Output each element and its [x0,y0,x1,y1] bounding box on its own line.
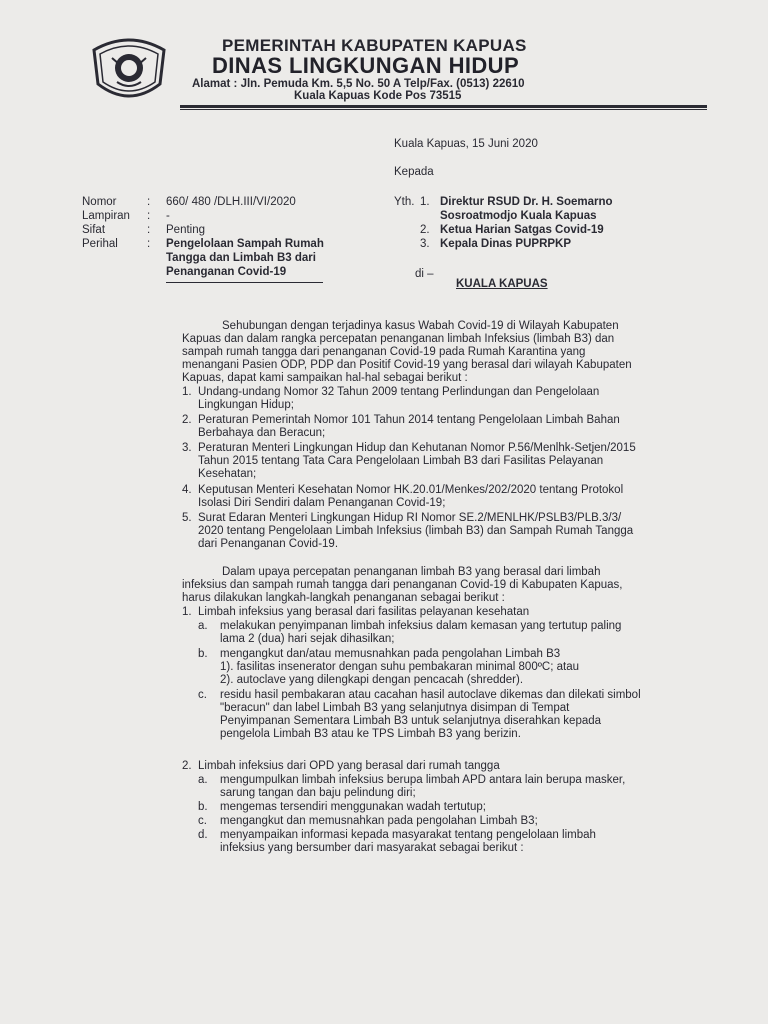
letterhead-divider [180,105,707,108]
sub-item-line: infeksius yang bersumber dari masyarakat sebagai berikut : [220,842,524,854]
list-item-line: Keputusan Menteri Kesehatan Nomor HK.20.01/Menkes/202/2020 tentang Protokol [198,484,624,496]
recipient-line: Kepala Dinas PUPRPKP [440,238,572,250]
paragraph-line: harus dilakukan langkah-langkah penanganan sebagai berikut : [182,592,505,604]
paragraph-line: Dalam upaya percepatan penanganan limbah B3 yang berasal dari limbah [222,566,601,578]
meta-separator: : [147,238,151,250]
sub-item-line: Penyimpanan Sementara Limbah B3 untuk selanjutnya diserahkan kepada [220,715,602,727]
sub-item-letter: a. [198,620,208,632]
paragraph-line: infeksius dan sampah rumah tangga dari penanganan Covid-19 di Kabupaten Kapuas, [182,579,623,591]
intro-line: sampah rumah tangga dari penanganan Covid-19 pada Rumah Karantina yang [182,346,586,358]
recipient-number: 3. [420,238,430,250]
list-item-line: Undang-undang Nomor 32 Tahun 2009 tentang Perlindungan dan Pengelolaan [198,386,600,398]
list-item-line: dari Penanganan Covid-19. [198,538,339,550]
sub-item-line: pengelola Limbah B3 atau ke TPS Limbah B3 yang berizin. [220,728,521,740]
list-item-line: Tahun 2015 tentang Tata Cara Pengelolaan Limbah B3 dari Fasilitas Pelayanan [198,455,604,467]
recipient-line: Ketua Harian Satgas Covid-19 [440,224,604,236]
meta-label: Nomor [82,196,117,208]
sub-item-letter: b. [198,801,208,813]
letterhead-address: Alamat : Jln. Pemuda Km. 5,5 No. 50 A Telp/Fax. (0513) 22610 [192,78,525,90]
letterhead-government: PEMERINTAH KABUPATEN KAPUAS [222,36,527,55]
letterhead-city-postcode: Kuala Kapuas Kode Pos 73515 [294,90,462,102]
recipient-city: KUALA KAPUAS [456,278,548,290]
sub-item-letter: b. [198,648,208,660]
recipient-number: 1. [420,196,430,208]
sub-item-letter: a. [198,774,208,786]
list-item-line: Berbahaya dan Beracun; [198,427,326,439]
recipient-number: 2. [420,224,430,236]
sub-item-line: lama 2 (dua) hari sejak dihasilkan; [220,633,395,645]
list-number: 2. [182,414,192,426]
list-item-line: Peraturan Menteri Lingkungan Hidup dan Kehutanan Nomor P.56/Menlhk-Setjen/2015 [198,442,636,454]
sub-item-line: 1). fasilitas insenerator dengan suhu pembakaran minimal 800ºC; atau [220,661,579,673]
recipient-line: Direktur RSUD Dr. H. Soemarno [440,196,613,208]
list-item-line: Isolasi Diri Sendiri dalam Penanganan Covid-19; [198,497,446,509]
meta-subject-line: Pengelolaan Sampah Rumah [166,238,324,250]
sub-item-letter: c. [198,815,207,827]
section-number: 2. [182,760,192,772]
section-number: 1. [182,606,192,618]
meta-label: Sifat [82,224,106,236]
place-date: Kuala Kapuas, 15 Juni 2020 [394,138,538,150]
list-number: 4. [182,484,192,496]
list-item-line: 2020 tentang Pengelolaan Limbah Infeksius (limbah B3) dan Sampah Rumah Tangga [198,525,634,537]
regency-emblem-icon [86,28,172,108]
sub-item-line: mengumpulkan limbah infeksius berupa limbah APD antara lain berupa masker, [220,774,626,786]
meta-separator: : [147,196,151,208]
meta-subject-line: Tangga dan Limbah B3 dari [166,252,316,264]
list-item-line: Kesehatan; [198,468,257,480]
meta-label: Perihal [82,238,118,250]
sub-item-letter: c. [198,689,207,701]
sub-item-line: mengangkut dan/atau memusnahkan pada pengolahan Limbah B3 [220,648,561,660]
intro-line: Sehubungan dengan terjadinya kasus Wabah Covid-19 di Wilayah Kabupaten [222,320,619,332]
sub-item-line: "beracun" dan label Limbah B3 yang selanjutnya disimpan di Tempat [220,702,570,714]
list-number: 1. [182,386,192,398]
sub-item-line: 2). autoclave yang dilengkapi dengan pencacah (shredder). [220,674,524,686]
meta-nature-value: Penting [166,224,206,236]
meta-attachment-value: - [166,210,170,222]
recipient-di: di – [415,268,434,280]
letterhead-agency: DINAS LINGKUNGAN HIDUP [212,53,520,78]
sub-item-line: mengemas tersendiri menggunakan wadah tertutup; [220,801,486,813]
list-item-line: Lingkungan Hidup; [198,399,294,411]
meta-separator: : [147,210,151,222]
meta-subject-line: Penanganan Covid-19 [166,266,287,278]
meta-number-value: 660/ 480 /DLH.III/VI/2020 [166,196,296,208]
meta-label: Lampiran [82,210,130,222]
sub-item-line: residu hasil pembakaran atau cacahan hasil autoclave dikemas dan dilekati simbol [220,689,641,701]
section-title: Limbah infeksius yang berasal dari fasilitas pelayanan kesehatan [198,606,530,618]
recipient-salutation: Yth. [394,196,415,208]
sub-item-letter: d. [198,829,208,841]
recipient-line: Sosroatmodjo Kuala Kapuas [440,210,597,222]
sub-item-line: menyampaikan informasi kepada masyarakat tentang pengelolaan limbah [220,829,596,841]
subject-underline [166,282,323,283]
to-label: Kepada [394,166,434,178]
list-item-line: Peraturan Pemerintah Nomor 101 Tahun 2014 tentang Pengelolaan Limbah Bahan [198,414,620,426]
meta-separator: : [147,224,151,236]
list-number: 5. [182,512,192,524]
intro-line: Kapuas, dapat kami sampaikan hal-hal sebagai berikut : [182,372,468,384]
intro-line: menangani Pasien ODP, PDP dan Positif Covid-19 yang berasal dari wilayah Kabupaten [182,359,632,371]
list-number: 3. [182,442,192,454]
intro-line: Kapuas dan dalam rangka percepatan penanganan limbah Infeksius (limbah B3) dan [182,333,615,345]
sub-item-line: melakukan penyimpanan limbah infeksius dalam kemasan yang tertutup paling [220,620,622,632]
sub-item-line: sarung tangan dan baju pelindung diri; [220,787,416,799]
list-item-line: Surat Edaran Menteri Lingkungan Hidup RI Nomor SE.2/MENLHK/PSLB3/PLB.3/3/ [198,512,622,524]
letterhead-divider-thin [180,109,707,110]
section-title: Limbah infeksius dari OPD yang berasal dari rumah tangga [198,760,500,772]
sub-item-line: mengangkut dan memusnahkan pada pengolahan Limbah B3; [220,815,538,827]
